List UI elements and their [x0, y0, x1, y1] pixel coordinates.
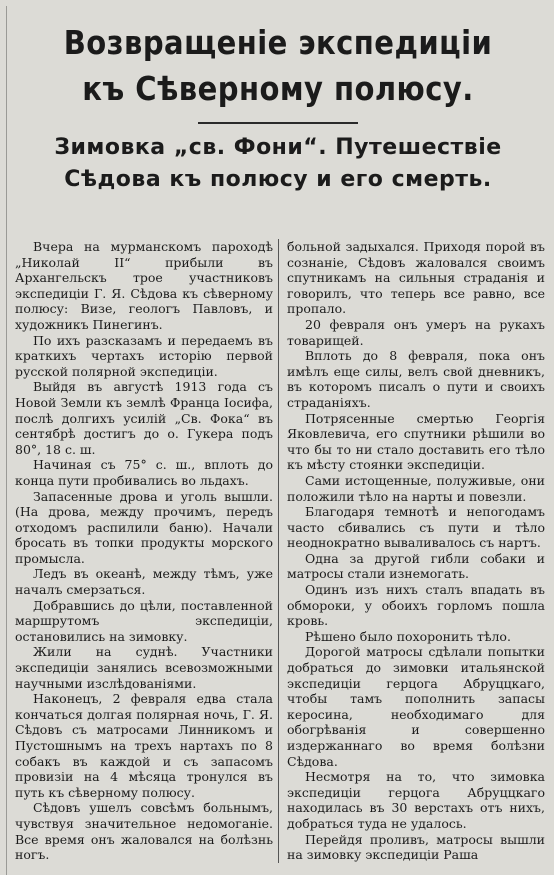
paragraph: Потрясенные смертью Георгія Яковлевича, его спутники рѣшили во что бы то ни стало доставить его тѣло къ мѣсту стоянки экспедиціи.: [287, 410, 545, 473]
article-subtitle: Зимовка „св. Фони“. Путешествіе Сѣдова къ полюсу и его смерть.: [54, 135, 502, 192]
paragraph: Выйдя въ августѣ 1913 года съ Новой Земли къ землѣ Франца Іосифа, послѣ долгихъ усилій „Св. Фока“ въ сентябрѣ достигъ до о. Гукера подъ 80°, 18 с. ш.: [15, 379, 273, 457]
paragraph: По ихъ разсказамъ и передаемъ въ краткихъ чертахъ исторію первой русской полярной экспедиціи.: [15, 332, 273, 379]
paragraph-continuation: больной задыхался. Приходя порой въ сознаніе, Сѣдовъ жаловался своимъ спутникамъ на сильныя страданія и говорилъ, что теперь все равно, все пропало.: [287, 239, 545, 317]
paragraph: Ледъ въ океанѣ, между тѣмъ, уже началъ смерзаться.: [15, 566, 273, 598]
right-column: [279, 239, 549, 863]
article-columns: [7, 239, 549, 863]
paragraph: Наконецъ, 2 февраля едва стала кончаться долгая полярная ночь, Г. Я. Сѣдовъ съ матросами Линникомъ и Пустошнымъ на трехъ нартахъ по 8 собакъ въ каждой и съ запасомъ провизіи на 4 мѣсяца тронулся въ путь къ сѣверному полюсу.: [15, 691, 273, 800]
paragraph: Запасенные дрова и уголь вышли. (На дрова, между прочимъ, передъ отходомъ распилили баню). Начали бросать въ топки продукты морского промысла.: [15, 488, 273, 566]
article-title: Возвращеніе экспедиціи къ Сѣверному полюсу.: [63, 23, 493, 108]
paragraph: Сами истощенные, полуживые, они положили тѣло на нарты и повезли.: [287, 472, 545, 504]
paragraph: Жили на суднѣ. Участники экспедиціи занялись всевозможными научными изслѣдованіями.: [15, 644, 273, 691]
paragraph: Начиная съ 75° с. ш., вплоть до конца пути пробивались во льдахъ.: [15, 457, 273, 488]
paragraph: Вплоть до 8 февраля, пока онъ имѣлъ еще силы, велъ свой дневникъ, въ которомъ писалъ о пути и своихъ страданіяхъ.: [287, 348, 545, 410]
paragraph: Перейдя проливъ, матросы вышли на зимовку экспедиціи Раша: [287, 831, 545, 863]
paragraph: Вчера на мурманскомъ пароходѣ „Николай II“ прибыли въ Архангельскъ трое участниковъ экспедиціи Г. Я. Сѣдова къ сѣверному полюсу: Визе, геологъ Павловъ, и художникъ Пинегинъ.: [15, 239, 273, 332]
paragraph: Дорогой матросы сдѣлали попытки добраться до зимовки итальянской экспедиціи герцога Абруццкаго, чтобы тамъ пополнить запасы керосина, необходимаго для обогрѣванія и совершенно издержаннаго во время болѣзни Сѣдова.: [287, 644, 545, 769]
newspaper-page: [6, 6, 549, 875]
paragraph: Несмотря на то, что зимовка экспедиціи герцога Абруццкаго находилась въ 30 верстахъ отъ нихъ, добраться туда не удалось.: [287, 769, 545, 831]
paragraph: Добравшись до цѣли, поставленной маршрутомъ экспедиціи, остановились на зимовку.: [15, 597, 273, 644]
left-column: [7, 239, 279, 863]
paragraph: Сѣдовъ ушелъ совсѣмъ больнымъ, чувствуя значительное недомоганіе. Все время онъ жаловался на болѣзнь ногъ.: [15, 800, 273, 863]
paragraph: Благодаря темнотѣ и непогодамъ часто сбивались съ пути и тѣло неоднократно вываливалось съ нартъ.: [287, 504, 545, 551]
title-divider: [198, 122, 358, 124]
paragraph: Одинъ изъ нихъ сталъ впадать въ обмороки, у обоихъ горломъ пошла кровь.: [287, 582, 545, 629]
paragraph: 20 февраля онъ умеръ на рукахъ товарищей.: [287, 316, 545, 348]
paragraph: Рѣшено было похоронить тѣло.: [305, 628, 511, 644]
paragraph: Одна за другой гибли собаки и матросы стали изнемогать.: [287, 550, 545, 582]
